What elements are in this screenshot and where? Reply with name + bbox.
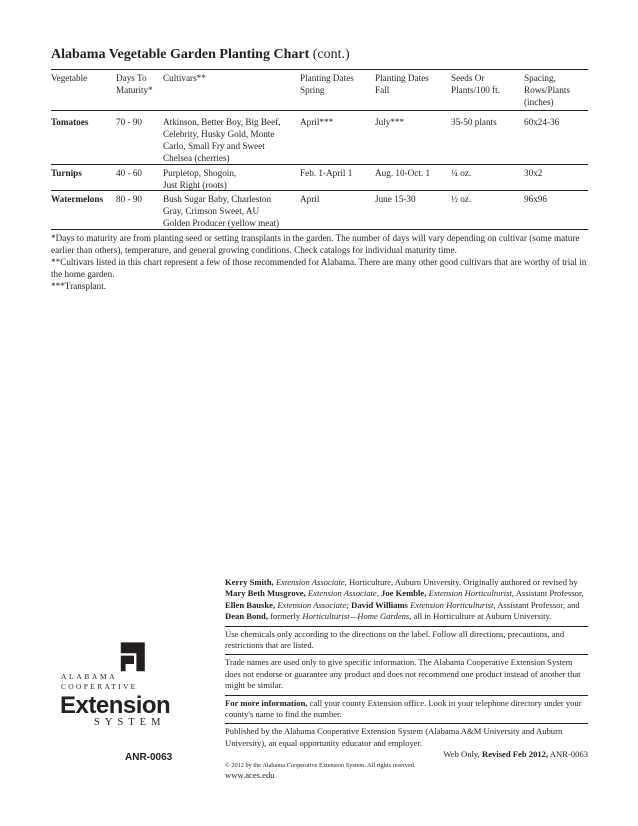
table-row-cultivars: Bush Sugar Baby, Charleston Gray, Crimson Sweet, AU Golden Producer (yellow meat) [163, 194, 280, 228]
table-row-days: 70 - 90 [116, 117, 143, 127]
header-vegetable: Vegetable [51, 73, 88, 83]
table-row-seeds: 35-50 plants [451, 117, 497, 127]
header-spacing: Spacing, Rows/Plants (inches) [524, 73, 570, 107]
table-row-vegetable: Tomatoes [51, 117, 89, 127]
logo-alabama: ALABAMA [61, 672, 118, 681]
row-rule [51, 164, 588, 165]
table-row-fall: Aug. 10-Oct. 1 [375, 168, 431, 178]
table-row-spacing: 30x2 [524, 168, 543, 178]
more-info-block: For more information, call your county Extension office. Look in your telephone directory under your county's name to find the number. [225, 696, 588, 725]
extension-logo-icon [62, 640, 182, 700]
table-row-cultivars: Atkinson, Better Boy, Big Beef, Celebrity, Husky Gold, Monte Carlo, Small Fry and Sweet Chelsea (cherries) [163, 117, 281, 163]
logo-extension: Extension [60, 692, 171, 719]
chemicals-block: Use chemicals only according to the directions on the label. Follow all directions, precautions, and restrictions that are listed. [225, 627, 588, 656]
trade-names-block: Trade names are used only to give specific information. The Alabama Cooperative Extension System does not endorse or guarantee any product and does not recommend one product instead of another that might be similar. [225, 655, 588, 695]
table-row-spring: April [300, 194, 320, 204]
table-row-spring: April*** [300, 117, 334, 127]
header-cultivars: Cultivars** [163, 73, 206, 83]
header-spring: Planting Dates Spring [300, 73, 354, 95]
table-row-days: 40 - 60 [116, 168, 143, 178]
header-seeds: Seeds Or Plants/100 ft. [451, 73, 501, 95]
website-link[interactable]: www.aces.edu [225, 769, 275, 780]
table-row-spring: Feb. 1-April 1 [300, 168, 353, 178]
footnote-cultivars: **Cultivars listed in this chart represent a few of those recommended for Alabama. There are many other good cultivars that are worthy of trial in the home garden. [51, 257, 587, 279]
table-row-seeds: ½ oz. [451, 194, 472, 204]
footnotes [51, 232, 591, 292]
header-fall: Planting Dates Fall [375, 73, 429, 95]
header-days: Days To Maturity* [116, 73, 153, 95]
authors-block: Kerry Smith, Extension Associate, Horticulture, Auburn University. Originally authored or revised by Mary Beth Musgrove, Extension Associate, Joe Kemble, Extension Horticulturist, Assistant Professor, Ellen Bauske, Extension Associate; David Williams Extension Horticulturist, Assistant Professor, and Dean Bond, formerly Horticulturist—Home Gardens, all in Horticulture at Auburn University. [225, 577, 588, 627]
footnote-transplant: ***Transplant. [51, 281, 107, 291]
footnote-days: *Days to maturity are from planting seed or setting transplants in the garden. The number of days will vary depending on cultivar (some mature earlier than others), temperature, and general growing conditions. Check catalogs for individual maturity time. [51, 233, 580, 255]
table-row-vegetable: Turnips [51, 168, 82, 178]
table-top-rule [51, 69, 588, 70]
title-main: Alabama Vegetable Garden Planting Chart [51, 47, 310, 62]
logo-cooperative: COOPERATIVE [61, 682, 138, 691]
table-row-spacing: 96x96 [524, 194, 547, 204]
table-bottom-rule [51, 229, 588, 230]
table-row-spacing: 60x24-36 [524, 117, 560, 127]
table-row-fall: July*** [375, 117, 405, 127]
table-row-seeds: ¼ oz. [451, 168, 472, 178]
table-row-fall: June 15-30 [375, 194, 416, 204]
logo-system: SYSTEM [94, 717, 166, 728]
copyright: © 2012 by the Alabama Cooperative Extension System. All rights reserved. [225, 761, 416, 769]
credits [225, 577, 588, 784]
title-cont: (cont.) [312, 47, 350, 62]
table-row-cultivars: Purpletop, Shogoin, Just Right (roots) [163, 168, 237, 190]
header-bottom-rule [51, 110, 588, 111]
revision-line: Web Only, Revised Feb 2012, ANR-0063 [443, 749, 588, 760]
table-row-vegetable: Watermelons [51, 194, 104, 204]
page-title [51, 47, 350, 63]
table-row-days: 80 - 90 [116, 194, 143, 204]
publication-number: ANR-0063 [125, 752, 173, 763]
row-rule [51, 190, 588, 191]
published-block: Published by the Alabama Cooperative Extension System (Alabama A&M University and Auburn University), an equal opportunity educator and employer. Web Only, Revised Feb 2012, ANR-0063 © 2012 by the Alabama Cooperative Extension System. All rights reserved. www.aces.edu [225, 726, 588, 780]
